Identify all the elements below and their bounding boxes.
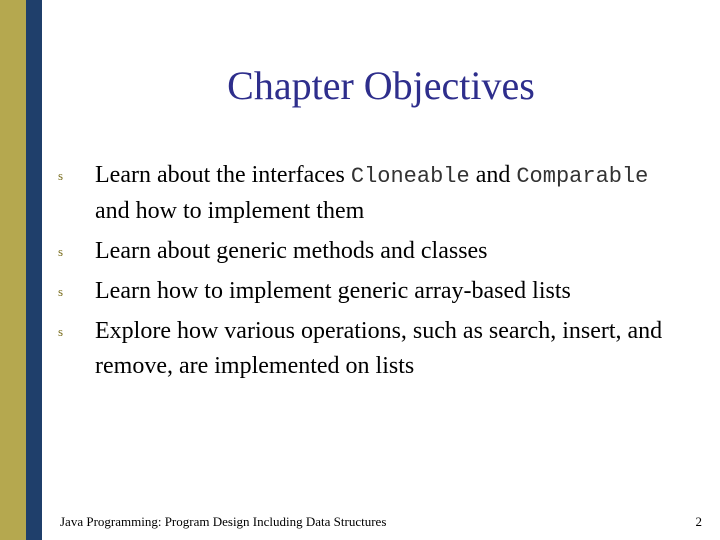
bullet-text: Learn about the interfaces bbox=[95, 162, 351, 188]
left-accent-bar-navy bbox=[26, 0, 42, 540]
left-accent-bar-olive bbox=[0, 0, 26, 540]
bullet-item bbox=[58, 314, 688, 384]
bullet-icon: s bbox=[58, 168, 64, 183]
bullet-item bbox=[58, 274, 688, 309]
code-term-comparable: Comparable bbox=[516, 164, 649, 189]
slide-footer: Java Programming: Program Design Including Data Structures bbox=[60, 514, 387, 529]
code-term-cloneable: Cloneable bbox=[350, 164, 470, 189]
bullet-text: and bbox=[469, 162, 517, 188]
bullet-icon: s bbox=[58, 244, 64, 259]
slide-title: Chapter Objectives bbox=[227, 63, 535, 108]
objectives-list bbox=[58, 158, 688, 389]
bullet-text: Learn how to implement generic array-based lists bbox=[95, 278, 571, 304]
bullet-item bbox=[58, 234, 688, 269]
bullet-icon: s bbox=[58, 324, 64, 339]
bullet-icon: s bbox=[58, 284, 64, 299]
page-number: 2 bbox=[695, 514, 702, 529]
bullet-text: and how to implement them bbox=[95, 198, 365, 224]
bullet-text: Learn about generic methods and classes bbox=[95, 238, 488, 264]
bullet-item bbox=[58, 158, 688, 229]
bullet-text: Explore how various operations, such as search, insert, and remove, are implemented on lists bbox=[95, 318, 663, 379]
